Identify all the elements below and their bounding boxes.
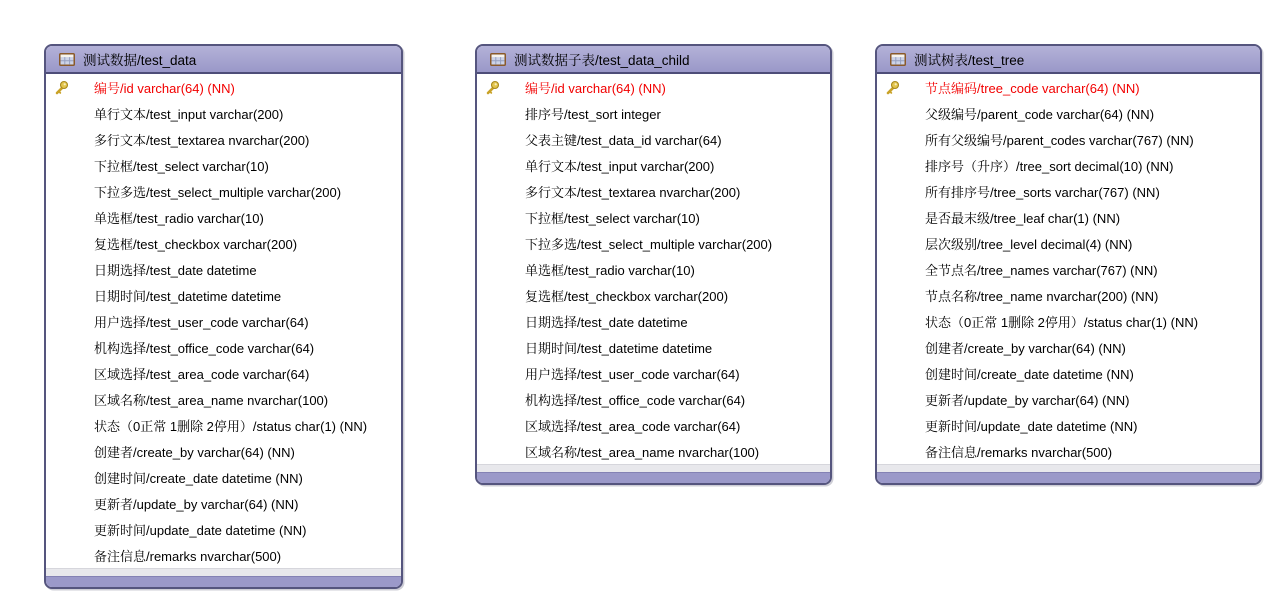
- column-text: 日期选择/test_date datetime: [94, 262, 257, 278]
- column-row-primary-key[interactable]: [46, 74, 401, 100]
- footer-bar: [477, 472, 830, 483]
- table-icon: [59, 53, 75, 66]
- column-text: 更新时间/update_date datetime (NN): [94, 522, 307, 538]
- column-text: 排序号/test_sort integer: [525, 106, 661, 122]
- column-text: 更新时间/update_date datetime (NN): [925, 418, 1138, 434]
- column-row[interactable]: [46, 178, 401, 204]
- column-row[interactable]: [46, 386, 401, 412]
- column-text: 下拉框/test_select varchar(10): [94, 158, 269, 174]
- column-text: 多行文本/test_textarea nvarchar(200): [94, 132, 310, 148]
- footer-bar: [46, 576, 401, 587]
- footer-bar: [877, 472, 1260, 483]
- column-row[interactable]: [877, 308, 1260, 334]
- column-row[interactable]: [477, 282, 830, 308]
- table-card-test-data[interactable]: [44, 44, 403, 589]
- column-row[interactable]: [46, 360, 401, 386]
- column-row[interactable]: [877, 178, 1260, 204]
- column-row[interactable]: [477, 152, 830, 178]
- column-text: 所有排序号/tree_sorts varchar(767) (NN): [925, 184, 1160, 200]
- column-text: 单行文本/test_input varchar(200): [525, 158, 715, 174]
- table-card-test-tree[interactable]: [875, 44, 1262, 485]
- column-row[interactable]: [877, 360, 1260, 386]
- column-row[interactable]: [46, 308, 401, 334]
- column-row[interactable]: [877, 282, 1260, 308]
- column-text: 区域选择/test_area_code varchar(64): [525, 418, 741, 434]
- column-text: 排序号（升序）/tree_sort decimal(10) (NN): [925, 158, 1174, 174]
- table-header[interactable]: [46, 46, 401, 74]
- column-text: 下拉多选/test_select_multiple varchar(200): [525, 236, 773, 252]
- column-row[interactable]: [46, 230, 401, 256]
- column-text: 下拉多选/test_select_multiple varchar(200): [94, 184, 342, 200]
- column-text: 层次级别/tree_level decimal(4) (NN): [925, 236, 1133, 252]
- table-icon: [890, 53, 906, 66]
- column-row[interactable]: [877, 334, 1260, 360]
- column-row[interactable]: [46, 464, 401, 490]
- column-text: 下拉框/test_select varchar(10): [525, 210, 700, 226]
- column-text: 区域名称/test_area_name nvarchar(100): [94, 392, 329, 408]
- column-text: 多行文本/test_textarea nvarchar(200): [525, 184, 741, 200]
- column-row[interactable]: [46, 438, 401, 464]
- key-icon: [477, 80, 525, 95]
- column-text: 备注信息/remarks nvarchar(500): [925, 444, 1113, 460]
- column-row[interactable]: [877, 438, 1260, 464]
- column-text: 日期时间/test_datetime datetime: [525, 340, 713, 356]
- column-text: 状态（0正常 1删除 2停用）/status char(1) (NN): [925, 314, 1199, 330]
- column-text: 用户选择/test_user_code varchar(64): [94, 314, 309, 330]
- column-row[interactable]: [877, 126, 1260, 152]
- column-text: 创建时间/create_date datetime (NN): [925, 366, 1134, 382]
- column-text: 更新者/update_by varchar(64) (NN): [925, 392, 1130, 408]
- column-row[interactable]: [477, 204, 830, 230]
- column-text: 创建者/create_by varchar(64) (NN): [94, 444, 295, 460]
- column-text: 日期选择/test_date datetime: [525, 314, 688, 330]
- table-title: 测试数据子表/test_data_child: [514, 53, 690, 68]
- column-row[interactable]: [477, 100, 830, 126]
- column-text: 所有父级编号/parent_codes varchar(767) (NN): [925, 132, 1194, 148]
- column-row[interactable]: [46, 152, 401, 178]
- column-text: 区域名称/test_area_name nvarchar(100): [525, 444, 760, 460]
- column-text: 更新者/update_by varchar(64) (NN): [94, 496, 299, 512]
- key-icon: [877, 80, 925, 95]
- table-header[interactable]: [877, 46, 1260, 74]
- column-text: 节点编码/tree_code varchar(64) (NN): [925, 80, 1140, 96]
- column-text: 创建者/create_by varchar(64) (NN): [925, 340, 1126, 356]
- column-row[interactable]: [477, 178, 830, 204]
- column-row[interactable]: [477, 360, 830, 386]
- footer-separator: [877, 464, 1260, 472]
- footer-separator: [477, 464, 830, 472]
- column-text: 备注信息/remarks nvarchar(500): [94, 548, 282, 564]
- column-text: 全节点名/tree_names varchar(767) (NN): [925, 262, 1158, 278]
- column-text: 机构选择/test_office_code varchar(64): [94, 340, 315, 356]
- column-text: 父级编号/parent_code varchar(64) (NN): [925, 106, 1155, 122]
- key-icon: [46, 80, 94, 95]
- column-row[interactable]: [46, 126, 401, 152]
- column-row[interactable]: [477, 126, 830, 152]
- column-text: 父表主键/test_data_id varchar(64): [525, 132, 722, 148]
- column-text: 是否最末级/tree_leaf char(1) (NN): [925, 210, 1121, 226]
- column-row[interactable]: [477, 438, 830, 464]
- column-row[interactable]: [477, 386, 830, 412]
- column-list: [477, 74, 830, 464]
- column-text: 单选框/test_radio varchar(10): [94, 210, 264, 226]
- table-title: 测试树表/test_tree: [914, 53, 1025, 68]
- column-row[interactable]: [877, 204, 1260, 230]
- column-text: 单行文本/test_input varchar(200): [94, 106, 284, 122]
- column-row[interactable]: [877, 100, 1260, 126]
- column-text: 机构选择/test_office_code varchar(64): [525, 392, 746, 408]
- column-text: 复选框/test_checkbox varchar(200): [94, 236, 298, 252]
- column-row-primary-key[interactable]: [477, 74, 830, 100]
- column-row[interactable]: [477, 256, 830, 282]
- column-row[interactable]: [477, 308, 830, 334]
- column-row[interactable]: [477, 230, 830, 256]
- column-row[interactable]: [46, 204, 401, 230]
- column-list: [877, 74, 1260, 464]
- column-row[interactable]: [877, 386, 1260, 412]
- table-title: 测试数据/test_data: [83, 53, 197, 68]
- column-row[interactable]: [477, 412, 830, 438]
- column-text: 编号/id varchar(64) (NN): [525, 80, 666, 96]
- column-row[interactable]: [46, 334, 401, 360]
- column-row[interactable]: [477, 334, 830, 360]
- column-row[interactable]: [46, 542, 401, 568]
- column-text: 区域选择/test_area_code varchar(64): [94, 366, 310, 382]
- column-text: 复选框/test_checkbox varchar(200): [525, 288, 729, 304]
- column-row[interactable]: [877, 230, 1260, 256]
- column-text: 单选框/test_radio varchar(10): [525, 262, 695, 278]
- column-row[interactable]: [46, 412, 401, 438]
- table-header[interactable]: [477, 46, 830, 74]
- column-row[interactable]: [877, 256, 1260, 282]
- column-text: 状态（0正常 1删除 2停用）/status char(1) (NN): [94, 418, 368, 434]
- column-row[interactable]: [46, 282, 401, 308]
- column-text: 创建时间/create_date datetime (NN): [94, 470, 303, 486]
- column-list: [46, 74, 401, 568]
- table-icon: [490, 53, 506, 66]
- column-row[interactable]: [46, 100, 401, 126]
- table-card-test-data-child[interactable]: [475, 44, 832, 485]
- column-row[interactable]: [46, 256, 401, 282]
- column-row[interactable]: [46, 490, 401, 516]
- column-text: 日期时间/test_datetime datetime: [94, 288, 282, 304]
- column-row[interactable]: [877, 412, 1260, 438]
- column-text: 编号/id varchar(64) (NN): [94, 80, 235, 96]
- column-text: 节点名称/tree_name nvarchar(200) (NN): [925, 288, 1159, 304]
- column-row[interactable]: [46, 516, 401, 542]
- column-text: 用户选择/test_user_code varchar(64): [525, 366, 740, 382]
- column-row[interactable]: [877, 152, 1260, 178]
- column-row-primary-key[interactable]: [877, 74, 1260, 100]
- footer-separator: [46, 568, 401, 576]
